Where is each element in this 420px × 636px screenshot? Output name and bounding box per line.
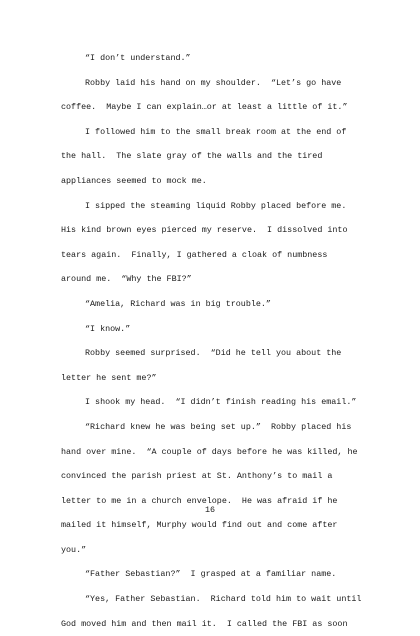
text-line: mailed it himself, Murphy would find out and come after — [61, 520, 338, 531]
text-line: “I know.” — [85, 323, 131, 334]
text-line: I sipped the steaming liquid Robby placed before me. — [85, 200, 347, 211]
text-line: the hall. The slate gray of the walls and the tired — [61, 151, 323, 162]
text-line: convinced the parish priest at St. Anthony’s to mail a — [61, 471, 333, 482]
text-line: Robby seemed surprised. “Did he tell you about the — [85, 348, 342, 359]
text-line: tears again. Finally, I gathered a cloak of numbness — [61, 249, 328, 260]
text-line: coffee. Maybe I can explain…or at least a little of it.” — [61, 102, 348, 113]
text-line: “Richard knew he was being set up.” Robby placed his — [85, 421, 352, 432]
text-line: appliances seemed to mock me. — [61, 175, 207, 186]
text-line: Robby laid his hand on my shoulder. “Let’s go have — [85, 77, 342, 88]
text-line: “Yes, Father Sebastian. Richard told him to wait until — [85, 594, 362, 605]
text-line: “I don’t understand.” — [85, 53, 191, 63]
text-line: hand over mine. “A couple of days before he was killed, he — [61, 446, 358, 457]
text-line: “Amelia, Richard was in big trouble.” — [85, 298, 271, 309]
text-line: “Father Sebastian?” I grasped at a familiar name. — [85, 569, 337, 580]
body-text — [61, 46, 371, 636]
text-line: letter to me in a church envelope. He was afraid if he — [61, 495, 338, 506]
text-line: I followed him to the small break room at the end of — [85, 126, 347, 137]
text-line: His kind brown eyes pierced my reserve. I dissolved into — [61, 225, 348, 236]
text-line: you.” — [61, 544, 87, 555]
text-line: around me. “Why the FBI?” — [61, 274, 192, 285]
text-line: God moved him and then mail it. I called the FBI as soon — [61, 618, 348, 629]
page-number: 16 — [204, 505, 216, 515]
text-line: I shook my head. “I didn’t finish reading his email.” — [85, 397, 357, 408]
text-line: letter he sent me?” — [61, 372, 157, 383]
